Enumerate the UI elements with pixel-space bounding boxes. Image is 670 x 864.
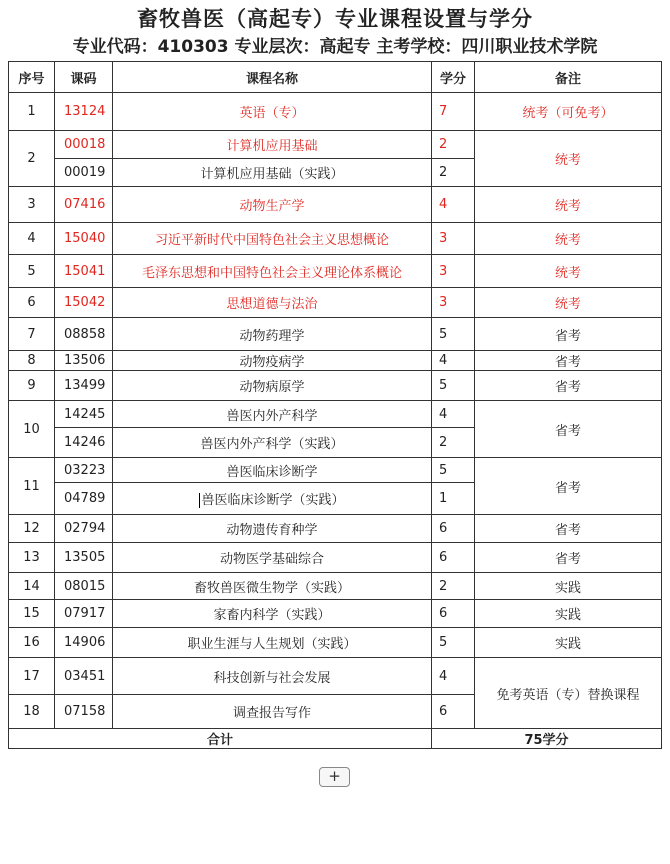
course-name: 科技创新与社会发展 (113, 658, 432, 695)
row-index: 14 (9, 573, 55, 600)
course-credit: 6 (432, 543, 475, 573)
course-code: 08015 (55, 573, 113, 600)
row-index: 10 (9, 401, 55, 458)
course-code: 00018 (55, 131, 113, 159)
row-index: 15 (9, 600, 55, 628)
course-name: 计算机应用基础 (113, 131, 432, 159)
header-credit: 学分 (432, 62, 475, 93)
course-name: 动物生产学 (113, 187, 432, 223)
table-row (9, 658, 662, 695)
course-note: 省考 (475, 318, 662, 351)
course-note: 省考 (475, 543, 662, 573)
course-name: 职业生涯与人生规划（实践） (113, 628, 432, 658)
course-note: 免考英语（专）替换课程 (475, 658, 662, 729)
header-course-name: 课程名称 (113, 62, 432, 93)
table-row (9, 187, 662, 223)
row-index: 8 (9, 351, 55, 371)
course-credit: 2 (432, 159, 475, 187)
course-code: 03451 (55, 658, 113, 695)
row-index: 4 (9, 223, 55, 255)
course-credit: 4 (432, 401, 475, 428)
table-row (9, 458, 662, 483)
course-code: 03223 (55, 458, 113, 483)
course-table (8, 61, 662, 749)
course-name: 思想道德与法治 (113, 288, 432, 318)
course-note: 省考 (475, 458, 662, 515)
course-name: 计算机应用基础（实践） (113, 159, 432, 187)
total-label: 合计 (9, 729, 432, 749)
course-note: 统考 (475, 255, 662, 288)
course-note: 统考 (475, 223, 662, 255)
course-name: 动物医学基础综合 (113, 543, 432, 573)
row-index: 12 (9, 515, 55, 543)
course-name: 毛泽东思想和中国特色社会主义理论体系概论 (113, 255, 432, 288)
course-credit: 6 (432, 600, 475, 628)
table-row (9, 93, 662, 131)
course-credit: 1 (432, 483, 475, 515)
table-row (9, 401, 662, 428)
course-name: 调查报告写作 (113, 695, 432, 729)
row-index: 5 (9, 255, 55, 288)
course-code: 07416 (55, 187, 113, 223)
row-index: 18 (9, 695, 55, 729)
row-index: 11 (9, 458, 55, 515)
page-title: 畜牧兽医（高起专）专业课程设置与学分 (137, 7, 533, 31)
course-name: 兽医内外产科学（实践） (113, 428, 432, 458)
course-code: 13506 (55, 351, 113, 371)
table-row (9, 131, 662, 159)
page-subtitle: 专业代码：410303 专业层次：高起专 主考学校：四川职业技术学院 (72, 37, 598, 57)
course-credit: 4 (432, 187, 475, 223)
table-row (9, 628, 662, 658)
course-code: 15040 (55, 223, 113, 255)
table-row (9, 371, 662, 401)
table-row (9, 255, 662, 288)
course-note: 统考 (475, 131, 662, 187)
course-name (113, 483, 432, 515)
course-credit: 3 (432, 255, 475, 288)
course-name: 动物病原学 (113, 371, 432, 401)
row-index: 6 (9, 288, 55, 318)
course-name: 动物疫病学 (113, 351, 432, 371)
table-row (9, 600, 662, 628)
course-name: 兽医临床诊断学 (113, 458, 432, 483)
row-index: 9 (9, 371, 55, 401)
course-credit: 4 (432, 351, 475, 371)
course-code: 02794 (55, 515, 113, 543)
course-note: 省考 (475, 515, 662, 543)
course-code: 14906 (55, 628, 113, 658)
course-credit: 3 (432, 288, 475, 318)
row-index: 2 (9, 131, 55, 187)
row-index: 17 (9, 658, 55, 695)
table-row (9, 543, 662, 573)
table-row (9, 351, 662, 371)
course-note: 实践 (475, 600, 662, 628)
course-note: 统考 (475, 187, 662, 223)
course-note: 省考 (475, 351, 662, 371)
course-name: 英语（专） (113, 93, 432, 131)
course-credit: 2 (432, 428, 475, 458)
table-body (9, 93, 662, 729)
course-code: 13505 (55, 543, 113, 573)
row-index: 1 (9, 93, 55, 131)
course-credit: 6 (432, 695, 475, 729)
course-code: 15041 (55, 255, 113, 288)
course-credit: 5 (432, 458, 475, 483)
course-credit: 5 (432, 318, 475, 351)
total-value: 75学分 (432, 729, 662, 749)
table-row (9, 318, 662, 351)
course-name: 家畜内科学（实践） (113, 600, 432, 628)
course-credit: 3 (432, 223, 475, 255)
row-index: 16 (9, 628, 55, 658)
table-header-row (9, 62, 662, 93)
course-code: 04789 (55, 483, 113, 515)
course-credit: 5 (432, 371, 475, 401)
course-code: 14245 (55, 401, 113, 428)
course-code: 08858 (55, 318, 113, 351)
course-name: 兽医内外产科学 (113, 401, 432, 428)
header-code: 课码 (55, 62, 113, 93)
course-credit: 2 (432, 573, 475, 600)
course-code: 13124 (55, 93, 113, 131)
course-name: 动物药理学 (113, 318, 432, 351)
course-name: 畜牧兽医微生物学（实践） (113, 573, 432, 600)
header-note: 备注 (475, 62, 662, 93)
course-name-text: 兽医临床诊断学（实践） (201, 493, 345, 508)
course-code: 07158 (55, 695, 113, 729)
table-row (9, 288, 662, 318)
course-note: 统考（可免考） (475, 93, 662, 131)
header-index: 序号 (9, 62, 55, 93)
course-code: 07917 (55, 600, 113, 628)
course-code: 13499 (55, 371, 113, 401)
course-note: 省考 (475, 401, 662, 458)
course-name: 动物遗传育种学 (113, 515, 432, 543)
add-row-button[interactable]: + (319, 767, 350, 787)
total-row (9, 729, 662, 749)
table-row (9, 223, 662, 255)
course-note: 实践 (475, 628, 662, 658)
course-credit: 7 (432, 93, 475, 131)
course-code: 00019 (55, 159, 113, 187)
row-index: 13 (9, 543, 55, 573)
course-note: 实践 (475, 573, 662, 600)
course-name: 习近平新时代中国特色社会主义思想概论 (113, 223, 432, 255)
course-credit: 2 (432, 131, 475, 159)
course-code: 14246 (55, 428, 113, 458)
course-credit: 6 (432, 515, 475, 543)
course-note: 统考 (475, 288, 662, 318)
table-row (9, 573, 662, 600)
course-code: 15042 (55, 288, 113, 318)
course-credit: 5 (432, 628, 475, 658)
course-note: 省考 (475, 371, 662, 401)
course-credit: 4 (432, 658, 475, 695)
table-row (9, 515, 662, 543)
row-index: 3 (9, 187, 55, 223)
row-index: 7 (9, 318, 55, 351)
